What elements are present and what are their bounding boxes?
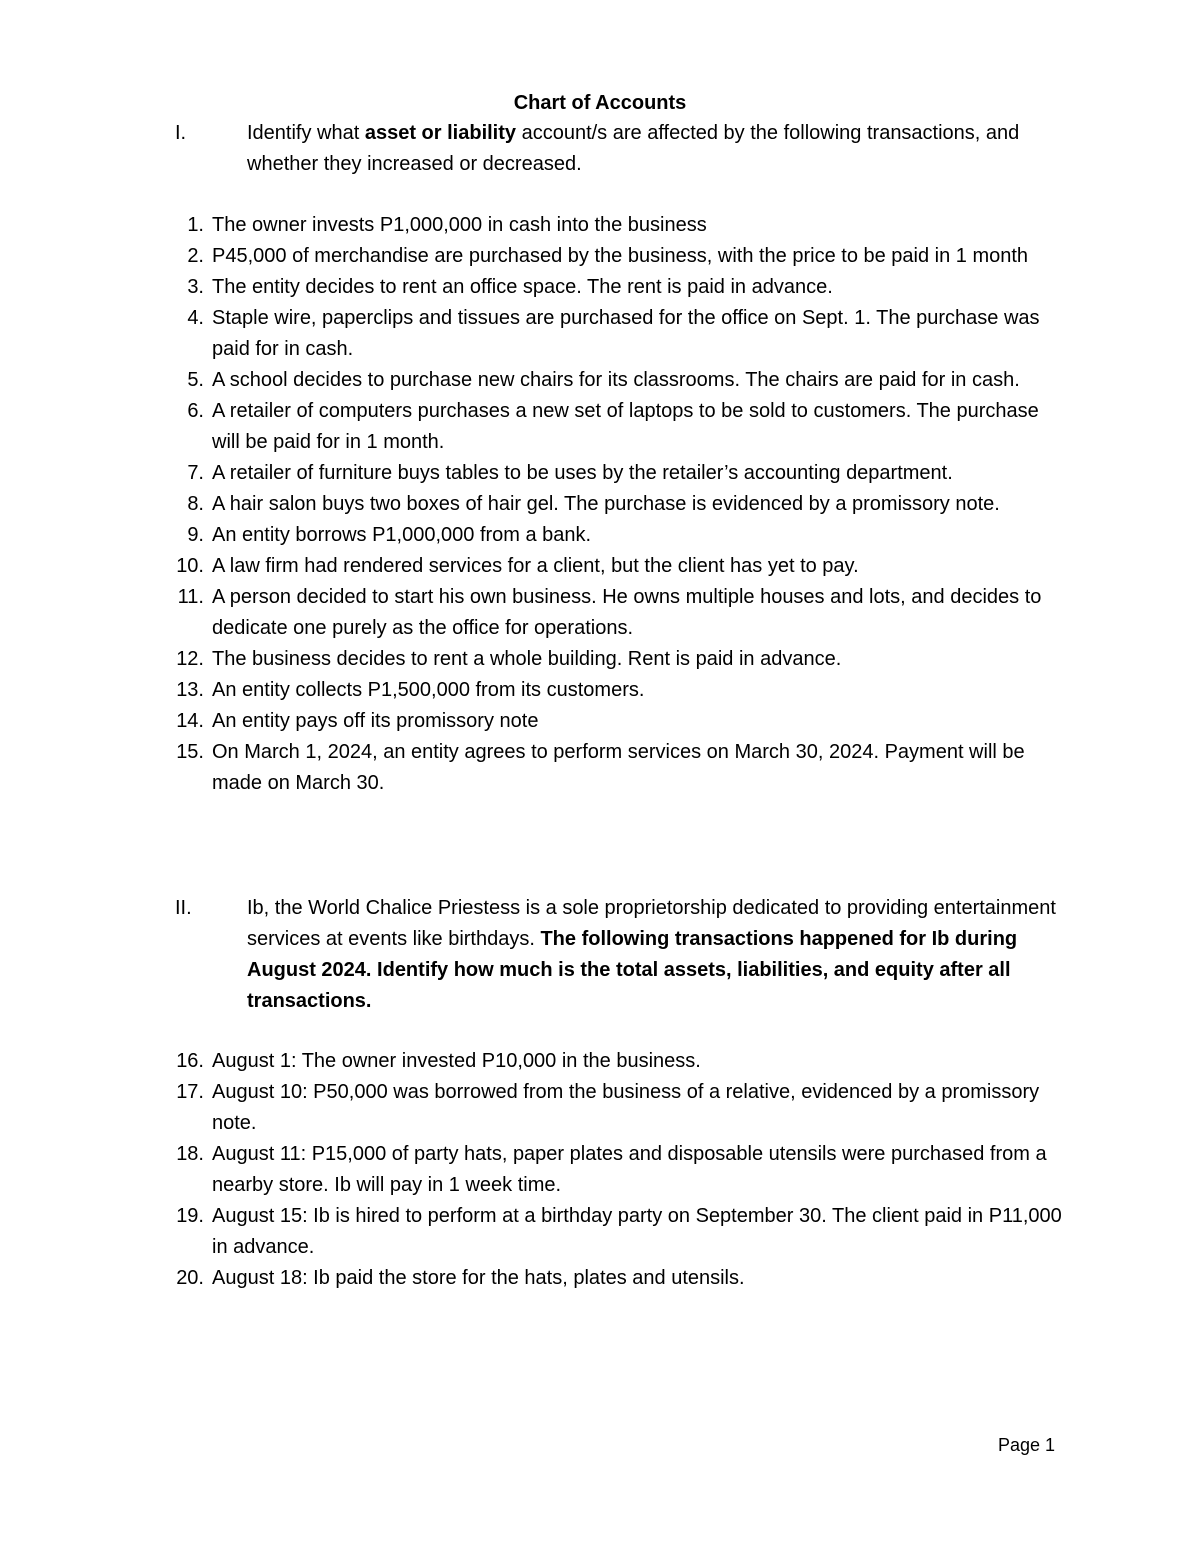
item-number: 3. bbox=[187, 276, 204, 298]
list-item bbox=[0, 520, 1062, 551]
section-1-text-a: Identify what bbox=[247, 122, 365, 144]
list-item bbox=[0, 1201, 1062, 1263]
item-text: A person decided to start his own business. He owns multiple houses and lots, and decides to dedicate one purely as the office for operations. bbox=[212, 586, 1042, 639]
list-item bbox=[0, 303, 1062, 365]
section-1-text bbox=[247, 118, 1075, 180]
transaction-list-2 bbox=[0, 1046, 1100, 1294]
section-2-text-a: Ib, the World Chalice Priestess is a sole proprietorship dedicated to providing entertainment services at events like birthdays. bbox=[247, 897, 1056, 950]
list-item bbox=[0, 396, 1062, 458]
list-item bbox=[0, 706, 1062, 737]
item-text: A hair salon buys two boxes of hair gel. The purchase is evidenced by a promissory note. bbox=[212, 493, 1000, 515]
item-number: 11. bbox=[177, 586, 204, 608]
item-number: 20. bbox=[176, 1267, 204, 1289]
section-1-instructions bbox=[175, 118, 1075, 180]
item-text: August 10: P50,000 was borrowed from the business of a relative, evidenced by a promissory note. bbox=[212, 1081, 1040, 1134]
item-number: 2. bbox=[187, 245, 204, 267]
list-item bbox=[0, 551, 1062, 582]
item-text: August 15: Ib is hired to perform at a birthday party on September 30. The client paid in P11,000 in advance. bbox=[212, 1205, 1062, 1258]
item-number: 16. bbox=[176, 1050, 204, 1072]
list-item bbox=[0, 1077, 1062, 1139]
item-number: 17. bbox=[176, 1081, 204, 1103]
item-number: 7. bbox=[187, 462, 204, 484]
item-text: The entity decides to rent an office space. The rent is paid in advance. bbox=[212, 276, 833, 298]
item-number: 15. bbox=[176, 741, 204, 763]
list-item bbox=[0, 1139, 1062, 1201]
item-text: The business decides to rent a whole building. Rent is paid in advance. bbox=[212, 648, 842, 670]
item-text: An entity pays off its promissory note bbox=[212, 710, 539, 732]
item-text: August 11: P15,000 of party hats, paper plates and disposable utensils were purchased from a nearby store. Ib will pay in 1 week time. bbox=[212, 1143, 1047, 1196]
section-2-text bbox=[247, 893, 1075, 1017]
section-1-text-bold: asset or liability bbox=[364, 122, 517, 144]
page-number: Page 1 bbox=[998, 1435, 1056, 1455]
section-1-text-b: account/s are affected by the following transactions, and whether they increased or decreased. bbox=[247, 122, 1020, 175]
item-number: 14. bbox=[176, 710, 204, 732]
section-1-numeral: I. bbox=[175, 122, 187, 144]
item-text: P45,000 of merchandise are purchased by the business, with the price to be paid in 1 month bbox=[212, 245, 1029, 267]
list-item bbox=[0, 458, 1062, 489]
list-item bbox=[0, 644, 1062, 675]
item-number: 1. bbox=[187, 214, 204, 236]
list-item bbox=[0, 210, 1062, 241]
list-item bbox=[0, 582, 1062, 644]
item-number: 8. bbox=[187, 493, 204, 515]
item-text: A law firm had rendered services for a client, but the client has yet to pay. bbox=[212, 555, 859, 577]
item-text: August 1: The owner invested P10,000 in the business. bbox=[212, 1050, 701, 1072]
section-2-text-bold: The following transactions happened for Ib during August 2024. Identify how much is the total assets, liabilities, and equity after all transactions. bbox=[247, 928, 1018, 1012]
item-text: A retailer of computers purchases a new set of laptops to be sold to customers. The purchase will be paid for in 1 month. bbox=[212, 400, 1039, 453]
list-item bbox=[0, 675, 1062, 706]
item-text: Staple wire, paperclips and tissues are purchased for the office on Sept. 1. The purchase was paid for in cash. bbox=[212, 307, 1040, 360]
section-2-instructions bbox=[175, 893, 1075, 1017]
item-text: The owner invests P1,000,000 in cash into the business bbox=[212, 214, 707, 236]
list-item bbox=[0, 1046, 1062, 1077]
item-text: An entity collects P1,500,000 from its customers. bbox=[212, 679, 645, 701]
item-text: A retailer of furniture buys tables to be uses by the retailer’s accounting department. bbox=[212, 462, 953, 484]
transaction-list-1 bbox=[0, 210, 1100, 799]
item-number: 18. bbox=[176, 1143, 204, 1165]
item-number: 10. bbox=[176, 555, 204, 577]
section-2-numeral: II. bbox=[175, 897, 192, 919]
list-item bbox=[0, 737, 1062, 799]
item-number: 12. bbox=[176, 648, 204, 670]
item-number: 19. bbox=[176, 1205, 204, 1227]
item-number: 4. bbox=[187, 307, 204, 329]
list-item bbox=[0, 365, 1062, 396]
list-item bbox=[0, 489, 1062, 520]
item-text: On March 1, 2024, an entity agrees to perform services on March 30, 2024. Payment will be made on March 30. bbox=[212, 741, 1025, 794]
item-number: 5. bbox=[187, 369, 204, 391]
item-number: 6. bbox=[187, 400, 204, 422]
list-item bbox=[0, 272, 1062, 303]
item-text: An entity borrows P1,000,000 from a bank. bbox=[212, 524, 592, 546]
item-number: 9. bbox=[187, 524, 204, 546]
item-text: August 18: Ib paid the store for the hats, plates and utensils. bbox=[212, 1267, 745, 1289]
page-title: Chart of Accounts bbox=[513, 92, 687, 114]
list-item bbox=[0, 1263, 1062, 1294]
item-number: 13. bbox=[176, 679, 204, 701]
list-item bbox=[0, 241, 1062, 272]
item-text: A school decides to purchase new chairs for its classrooms. The chairs are paid for in cash. bbox=[212, 369, 1020, 391]
